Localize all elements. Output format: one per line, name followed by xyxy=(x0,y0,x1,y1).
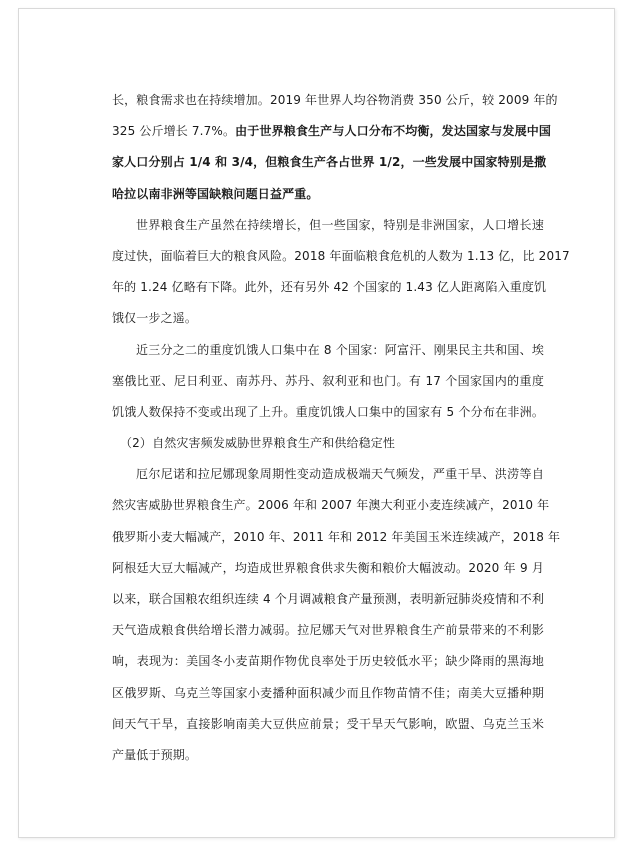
text-run: 近三分之二的重度饥饿人口集中在 8 个国家：阿富汗、刚果民主共和国、埃 xyxy=(136,342,544,357)
text-line xyxy=(112,615,544,646)
text-run: 俄罗斯小麦大幅减产，2010 年、2011 年和 2012 年美国玉米连续减产，2018 年 xyxy=(112,529,561,544)
text-run: 长，粮食需求也在持续增加。2019 年世界人均谷物消费 350 公斤，较 2009 年的 xyxy=(112,93,558,107)
text-line xyxy=(112,116,552,147)
text-run: 区俄罗斯、乌克兰等国家小麦播种面积减少而且作物苗情不佳；南美大豆播种期 xyxy=(112,685,544,700)
text-line xyxy=(112,522,561,553)
text-run: 响，表现为：美国冬小麦苗期作物优良率处于历史较低水平；缺少降雨的黑海地 xyxy=(112,654,544,669)
bold-text-run: 哈拉以南非洲等国缺粮问题日益严重。 xyxy=(112,186,319,201)
text-run: 年的 1.24 亿略有下降。此外，还有另外 42 个国家的 1.43 亿人距离陷入重度饥 xyxy=(112,280,547,295)
text-line xyxy=(112,428,544,459)
text-line xyxy=(112,397,544,428)
text-run: 塞俄比亚、尼日利亚、南苏丹、苏丹、叙利亚和也门。有 17 个国家国内的重度 xyxy=(112,373,544,388)
text-run: 厄尔尼诺和拉尼娜现象周期性变动造成极端天气频发，严重干旱、洪涝等自 xyxy=(136,467,544,482)
text-line xyxy=(112,147,547,178)
text-line xyxy=(112,709,544,740)
text-run: 度过快，面临着巨大的粮食风险。2018 年面临粮食危机的人数为 1.13 亿，比 2017 xyxy=(112,248,570,263)
document-page xyxy=(18,8,615,838)
text-line xyxy=(112,272,547,303)
text-line xyxy=(112,553,544,584)
text-run: 饥饿人数保持不变或出现了上升。重度饥饿人口集中的国家有 5 个分布在非洲。 xyxy=(112,404,544,419)
text-run: 然灾害威胁世界粮食生产。2006 年和 2007 年澳大利亚小麦连续减产，2010 年 xyxy=(112,498,550,513)
text-run: 325 公斤增长 7.7%。 xyxy=(112,124,236,139)
text-run: 世界粮食生产虽然在持续增长，但一些国家，特别是非洲国家，人口增长速 xyxy=(136,217,544,232)
text-line xyxy=(112,85,558,116)
paragraph xyxy=(112,210,570,335)
bold-text-run: 由于世界粮食生产与人口分布不均衡，发达国家与发展中国 xyxy=(235,124,552,139)
text-line xyxy=(112,740,544,771)
paragraph xyxy=(112,428,544,459)
text-line xyxy=(112,678,544,709)
text-line xyxy=(112,584,544,615)
bold-text-run: 家人口分别占 1/4 和 3/4，但粮食生产各占世界 1/2，一些发展中国家特别是撒 xyxy=(112,155,547,170)
paragraph xyxy=(112,459,561,771)
text-line xyxy=(112,303,544,334)
text-line xyxy=(112,210,544,241)
text-line xyxy=(112,459,544,490)
text-run: 产量低于预期。 xyxy=(112,747,198,762)
text-run: 饿仅一步之遥。 xyxy=(112,311,198,326)
paragraph xyxy=(112,85,558,210)
text-line xyxy=(112,179,544,210)
text-line xyxy=(112,241,570,272)
text-line xyxy=(112,646,544,677)
text-run: 以来，联合国粮农组织连续 4 个月调减粮食产量预测，表明新冠肺炎疫情和不利 xyxy=(112,592,544,606)
text-line xyxy=(112,490,550,521)
paragraph xyxy=(112,335,544,429)
text-line xyxy=(112,366,544,397)
document-body xyxy=(112,85,570,771)
text-run: 间天气干旱，直接影响南美大豆供应前景；受干旱天气影响，欧盟、乌克兰玉米 xyxy=(112,716,544,731)
text-line xyxy=(112,335,544,366)
text-run: 天气造成粮食供给增长潜力减弱。拉尼娜天气对世界粮食生产前景带来的不利影 xyxy=(112,623,544,638)
text-run: 阿根廷大豆大幅减产，均造成世界粮食供求失衡和粮价大幅波动。2020 年 9 月 xyxy=(112,560,544,575)
text-run: （2）自然灾害频发威胁世界粮食生产和供给稳定性 xyxy=(120,436,396,451)
